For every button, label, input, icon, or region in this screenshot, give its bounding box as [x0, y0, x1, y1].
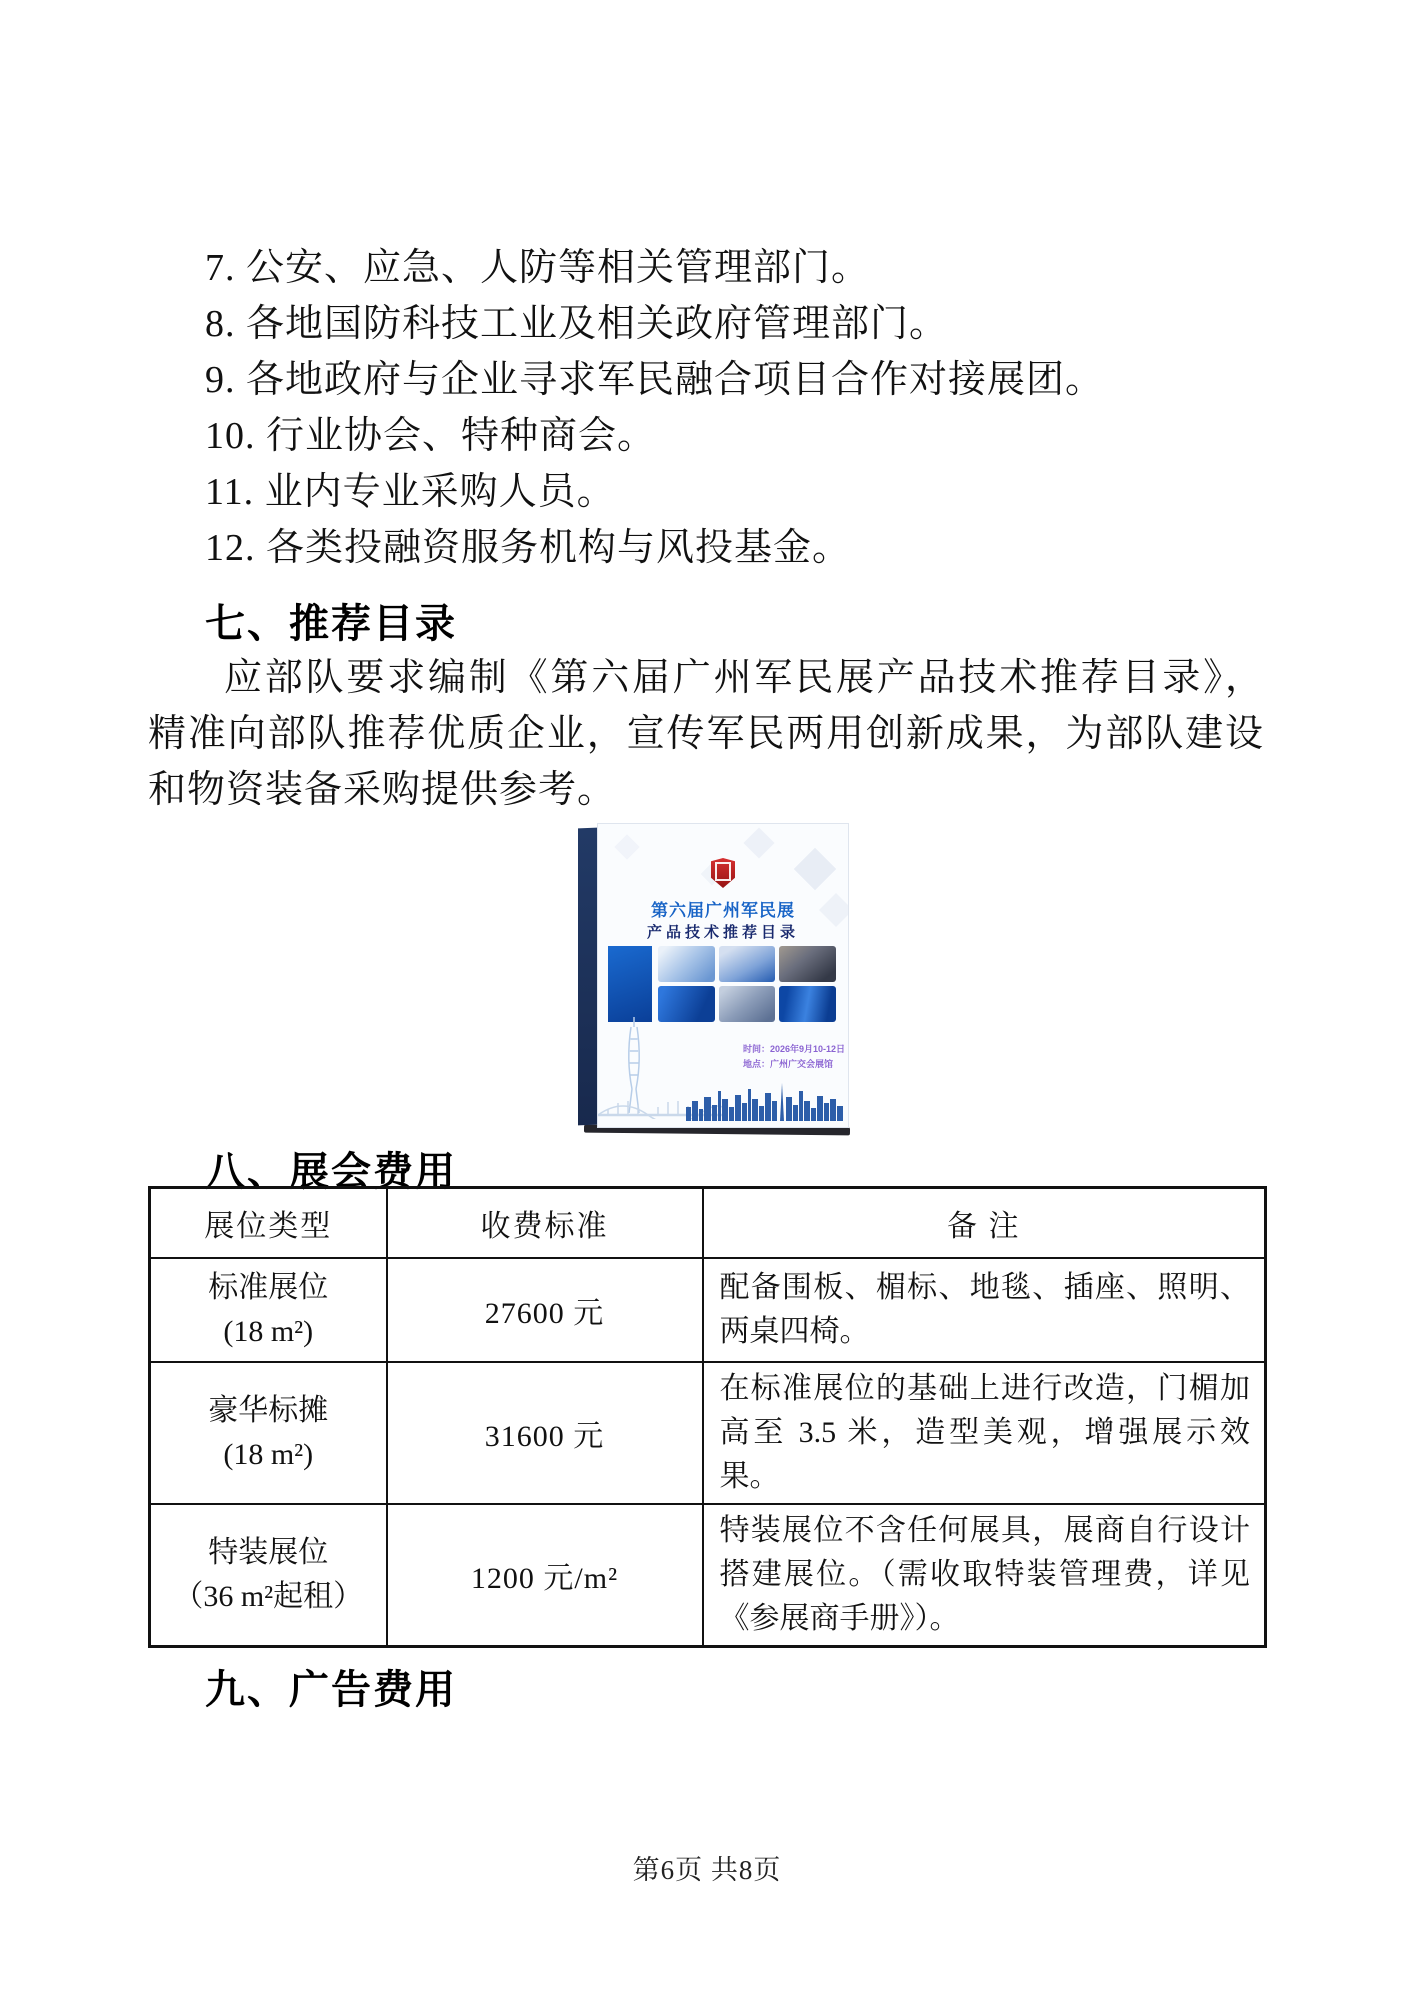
cell-booth-type: [150, 1362, 387, 1504]
list-item: 9. 各地政府与企业寻求军民融合项目合作对接展团。: [205, 359, 1105, 401]
section-heading-fees: 八、展会费用: [205, 1150, 457, 1194]
fee-table-row: [150, 1504, 1266, 1647]
book-title: 第六届广州军民展: [651, 901, 795, 920]
blue-panel: [608, 946, 652, 1022]
page-content: [148, 0, 1264, 2000]
book-time-line: 时间：2026年9月10-12日: [743, 1044, 846, 1054]
fee-table-row: [150, 1362, 1266, 1504]
audience-list: [205, 240, 1265, 576]
cell-price: 1200 元/m²: [387, 1504, 703, 1647]
booth-type-line: （36 m²起租）: [173, 1580, 364, 1613]
diamond-decoration: [794, 848, 836, 890]
cell-price: 31600 元: [387, 1362, 703, 1504]
cell-note: 在标准展位的基础上进行改造，门楣加高至 3.5 米，造型美观，增强展示效果。: [703, 1362, 1266, 1504]
photo-band: [608, 946, 836, 1022]
exhibition-shield-logo-icon: [711, 858, 735, 888]
booth-type-line: (18 m²): [223, 1438, 314, 1471]
section-heading-catalog: 七、推荐目录: [205, 602, 457, 646]
list-item: 12. 各类投融资服务机构与风投基金。: [205, 527, 852, 569]
booth-type-line: (18 m²): [223, 1315, 314, 1348]
catalog-paragraph: [148, 650, 1264, 818]
header-remarks: 备 注: [703, 1188, 1266, 1259]
booth-type-line: 特装展位: [208, 1536, 329, 1569]
header-booth-type: 展位类型: [150, 1188, 387, 1259]
diamond-decoration: [614, 834, 639, 859]
photo-grid: [658, 946, 836, 1022]
paragraph-line: 和物资装备采购提供参考。: [148, 769, 617, 811]
cell-booth-type: [150, 1258, 387, 1362]
list-item: 7. 公安、应急、人防等相关管理部门。: [205, 247, 871, 289]
booth-type-line: 豪华标摊: [208, 1394, 329, 1427]
cell-price: 27600 元: [387, 1258, 703, 1362]
fee-table-row: [150, 1258, 1266, 1362]
paragraph-line: 精准向部队推荐优质企业，宣传军民两用创新成果，为部队建设: [148, 713, 1264, 755]
cell-note: 配备围板、楣标、地毯、插座、照明、两桌四椅。: [703, 1258, 1266, 1362]
section-heading-ads: 九、广告费用: [205, 1668, 457, 1712]
photo-thumbnail: [658, 986, 715, 1022]
fee-table-header-row: [150, 1188, 1266, 1259]
page-footer: 第6页 共8页: [632, 1855, 782, 1885]
catalog-book-image: [578, 822, 852, 1136]
book-cover: [597, 823, 849, 1128]
city-skyline-icon: [686, 1081, 846, 1121]
list-item: 10. 行业协会、特种商会。: [205, 415, 657, 457]
paragraph-line: 应部队要求编制《第六届广州军民展产品技术推荐目录》，: [224, 657, 1264, 699]
fee-table: [148, 1186, 1267, 1648]
booth-type-line: 标准展位: [208, 1271, 329, 1304]
photo-thumbnail: [658, 946, 715, 982]
diamond-decoration: [743, 827, 774, 858]
book-spine: [578, 828, 597, 1126]
book-venue-line: 地点：广州广交会展馆: [743, 1059, 834, 1069]
list-item: 8. 各地国防科技工业及相关政府管理部门。: [205, 303, 949, 345]
photo-thumbnail: [779, 946, 836, 982]
header-fee-standard: 收费标准: [387, 1188, 703, 1259]
cell-booth-type: [150, 1504, 387, 1647]
photo-thumbnail: [719, 946, 776, 982]
photo-thumbnail: [719, 986, 776, 1022]
book-meta: [743, 1042, 845, 1072]
photo-thumbnail: [779, 986, 836, 1022]
list-item: 11. 业内专业采购人员。: [205, 471, 616, 513]
cell-note: 特装展位不含任何展具，展商自行设计搭建展位。（需收取特装管理费，详见《参展商手册》）。: [703, 1504, 1266, 1647]
book-subtitle: 产品技术推荐目录: [646, 925, 799, 941]
